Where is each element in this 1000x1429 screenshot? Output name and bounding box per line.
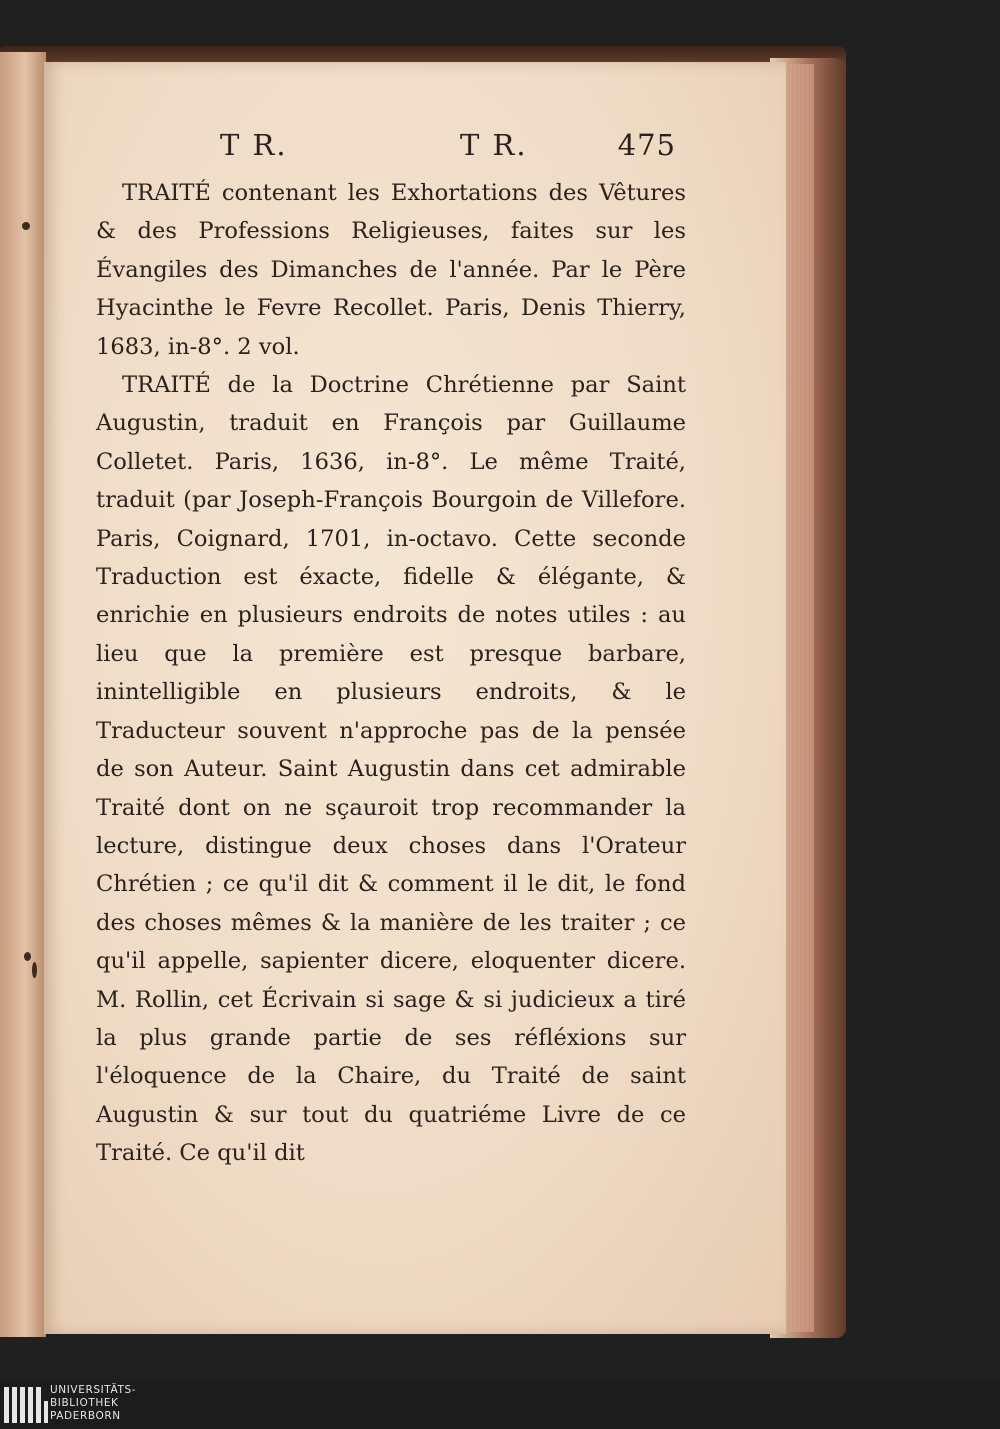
ink-spot <box>24 952 31 961</box>
running-head-right: T R. <box>460 128 528 162</box>
page-number: 475 <box>617 128 676 162</box>
library-name-line: PADERBORN <box>50 1410 121 1422</box>
entry-paragraph: TRAITÉ de la Doctrine Chrétienne par Saint Augustin, traduit en François par Guillaume Colletet. Paris, 1636, in-8°. Le même Traité, traduit (par Joseph-François Bourgoin de Villefore. Paris, Coignard, 1701, in-octavo. Cette seconde Traduction est éxacte, fidelle & élégante, & enrichie en plusieurs endroits de notes utiles : au lieu que la première est presque barbare, inintelligible en plusieurs endroits, & le Traducteur souvent n'approche pas de la pensée de son Auteur. Saint Augustin dans cet admirable Traité dont on ne sçauroit trop recommander la lecture, distingue deux choses dans l'Orateur Chrétien ; ce qu'il dit & comment il le dit, le fond des choses mêmes & la manière de les traiter ; ce qu'il appelle, sapienter dicere, eloquenter dicere. M. Rollin, cet Écrivain si sage & si judicieux a tiré la plus grande partie de ses réfléxions sur l'éloquence de la Chaire, du Traité de saint Augustin & sur tout du quatriéme Livre de ce Traité. Ce qu'il dit <box>96 372 686 1167</box>
running-head <box>96 128 686 174</box>
library-name <box>50 1384 136 1423</box>
library-bars-icon <box>4 1387 48 1423</box>
page-text-block <box>96 128 686 1173</box>
library-name-line: UNIVERSITÄTS- <box>50 1384 137 1396</box>
entry-paragraph: TRAITÉ contenant les Exhortations des Vêtures & des Professions Religieuses, faites sur les Évangiles des Dimanches de l'année. Par le Père Hyacinthe le Fevre Recollet. Paris, Denis Thierry, 1683, in-8°. 2 vol. <box>96 180 686 360</box>
library-name-line: BIBLIOTHEK <box>50 1397 119 1409</box>
ink-spot <box>22 222 30 230</box>
running-head-left: T R. <box>220 128 288 162</box>
page-stack-edges <box>784 64 814 1332</box>
left-page-edge <box>0 52 46 1337</box>
footer-bar <box>0 1380 1000 1429</box>
ink-spot <box>32 962 37 978</box>
